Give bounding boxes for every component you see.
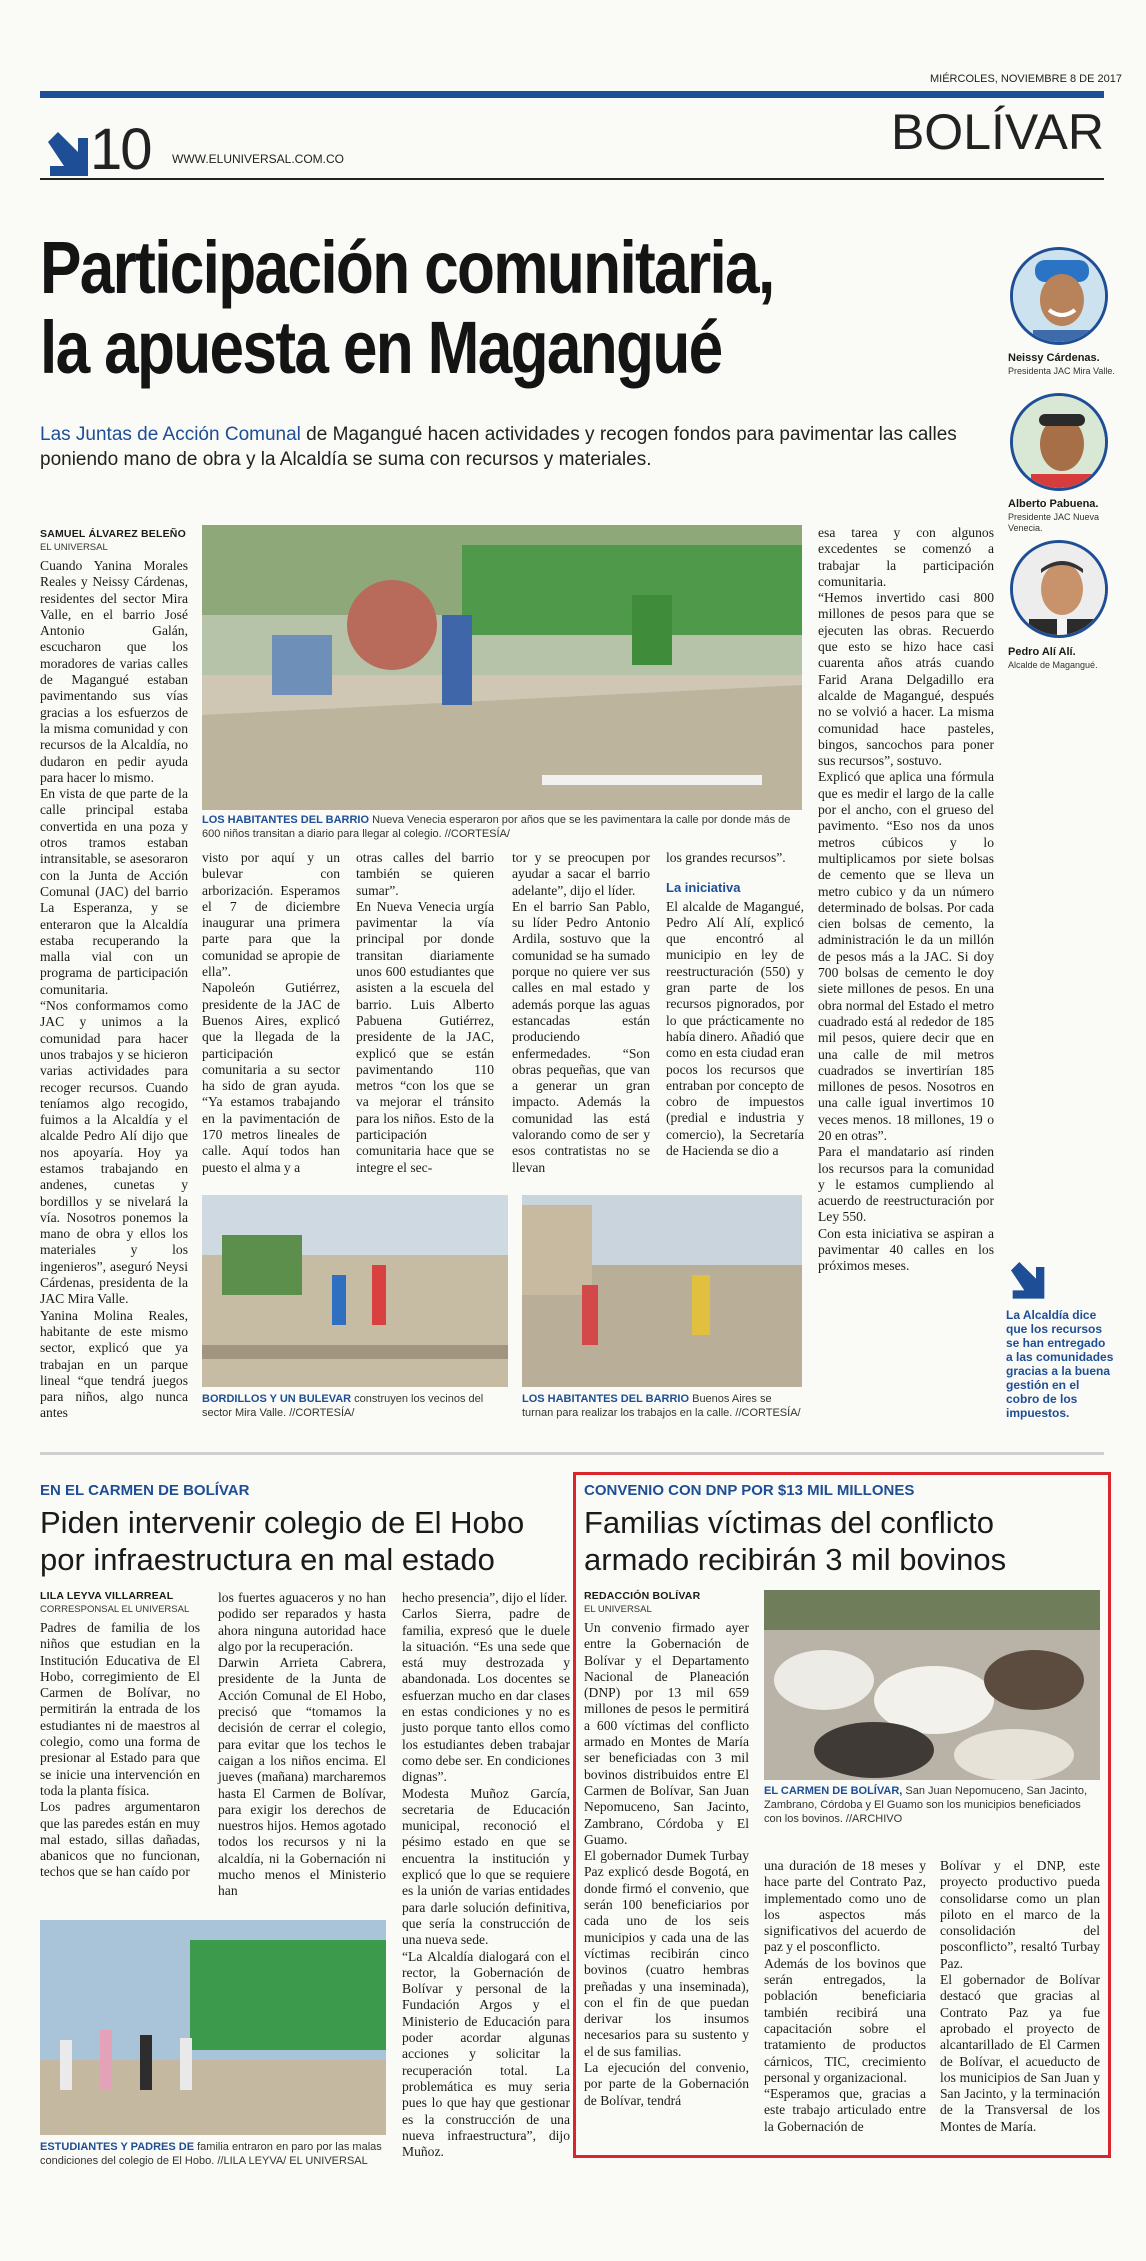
main-deck (40, 422, 1000, 472)
photo-students-parents (40, 1920, 386, 2135)
caption-label: LOS HABITANTES DEL BARRIO (202, 814, 370, 826)
portrait-name: Alberto Pabuena. (1008, 498, 1099, 510)
masthead-rule-top (40, 91, 1104, 98)
main-col-1: Cuando Yanina Morales Reales y Neissy Cárdenas, residentes del sector Mira Valle, en el barrio José Antonio Galán, escucharon que los moradores de varias calles de Magangué estaban pavimentando sus vías gracias a los esfuerzos de la misma comunidad y con recursos de la Alcaldía, no dudaron en pedir ayuda para hacer lo mismo. En vista de que parte de la calle principal estaba convertida en una poza y otros tramos estaban intransitable, se asesoraron con la Junta de Acción Comunal (JAC) del barrio La Esperanza, y se enteraron que la Alcaldía estaba recuperando la malla vial con un programa de participación comunitaria. “Nos conformamos como JAC y unimos a la comunidad para hacer unos trabajos y se hicieron varias actividades para recoger recursos. Cuando teníamos algo recogido, fuimos a la Alcaldía y el alcalde Pedro Alí dijo que nos apoyaría. Hoy ya estamos trabajando en andenes, cunetas y bordillos y se nivelará la vía. Nosotros ponemos la mano de obra y ellos los materiales y los ingenieros”, aseguró Neysi Cárdenas, presidenta de la JAC Mira Valle. Yanina Molina Reales, habitante de este mismo sector, explicó que ya trabajan en un parque lineal “que tendrá juegos para niños, algo nunca antes (40, 558, 188, 1421)
section-title: BOLÍVAR (890, 104, 1104, 160)
arrow-down-right-icon (42, 132, 90, 180)
main-author-org: EL UNIVERSAL (40, 542, 108, 553)
photo-bordillos-bulevar (202, 1195, 508, 1387)
left-col-2: los fuertes aguaceros y no han podido ser reparados y hasta ahora ninguna autoridad hace algo por la recuperación. Darwin Arrieta Cabrera, presidente de la Junta de Acción Comunal de El Hobo, precisó que “tomamos la decisión de cerrar el colegio, para evitar que los techos le caigan a los niños encima. El jueves (mañana) marcharemos hasta El Carmen de Bolívar, para exigir los derechos de nuestros hijos. Hemos agotado todos los recursos y ni la alcaldía, ni la Gobernación ni mucho menos el Ministerio han (218, 1590, 386, 1899)
caption-text: San Juan Nepomuceno, San Jacinto, Zambrano, Córdoba y El Guamo son los municipios beneficiados con los bovinos. //ARCHIVO (764, 1785, 1088, 1825)
main-col-5-intro: los grandes recursos”. (666, 850, 786, 865)
caption-label: BORDILLOS Y UN BULEVAR (202, 1393, 352, 1405)
caption-right-story-photo (764, 1784, 1100, 1826)
left-author: LILA LEYVA VILLARREAL (40, 1590, 174, 1602)
right-col-3: Bolívar y el DNP, este proyecto productivo pueda consolidarse como un plan piloto en el marco de la consolidación del posconflicto”, resaltó Turbay Paz. El gobernador de Bolívar destacó que gracias al Contrato Paz ya fue aprobado el proyecto de alcantarillado de El Carmen de Bolívar, el acueducto de los municipios de San Juan y San Jacinto, y la terminación de la Transversal de los Montes de María. (940, 1858, 1100, 2134)
caption-left-photo (202, 1392, 508, 1420)
portrait-alberto-pabuena (1010, 393, 1108, 491)
portrait-role: Presidente JAC Nueva Venecia. (1008, 512, 1100, 533)
caption-label: LOS HABITANTES DEL BARRIO (522, 1393, 690, 1405)
portrait-role: Presidenta JAC Mira Valle. (1008, 366, 1115, 376)
left-kicker: EN EL CARMEN DE BOLÍVAR (40, 1482, 250, 1499)
portrait-name: Neissy Cárdenas. (1008, 352, 1100, 364)
caption-text: construyen los vecinos del sector Mira Valle. //CORTESÍA/ (202, 1393, 484, 1419)
main-col-5-body: El alcalde de Magangué, Pedro Alí Alí, explicó que encontró al municipio en ley de reestructuración (550) y gran parte de los recursos pignorados, por lo que prácticamente no había dinero. Añadió que como en esta ciudad eran pocos los recursos que entraban por concepto de cobro de impuestos (predial e industria y comercio), la Secretaría de Hacienda se dio a (666, 898, 804, 1159)
caption-main-photo (202, 813, 802, 841)
right-col-2: una duración de 18 meses y hace parte del Contrato Paz, implementado como uno de los aspectos más significativos del acuerdo de paz y el posconflicto. Además de los bovinos que serán entregados, la población beneficiaria también recibirá una capacitación sobre el tratamiento de productos cárnicos, TIC, crecimiento personal y organizacional. “Esperamos que, gracias a este trabajo articulado entre la Gobernación de (764, 1858, 926, 2134)
portrait-pedro-ali (1010, 540, 1108, 638)
main-headline (40, 228, 863, 388)
sidebar-note: La Alcaldía dice que los recursos se han entregado a las comunidades gracias a la buena gestión en el cobro de los impuestos. (1006, 1308, 1114, 1420)
main-col-4: tor y se preocupen por ayudar a sacar el barrio adelante”, dijo el líder. En el barrio San Pablo, su líder Pedro Antonio Ardila, sostuvo que la comunidad se ha sumado porque no quiere ver sus calles en mal estado y además porque las aguas estancadas están produciendo enfermedades. “Son obras pequeñas, que van a generar un gran impacto. Además la comunidad las está valorando como de ser y esos contratistas no se llevan (512, 850, 650, 1175)
left-col-1: Padres de familia de los niños que estudian en la Institución Educativa de El Hobo, corregimiento de El Carmen de Bolívar, no permitirán la entrada de los estudiantes ni de maestros al colegio, como una forma de presionar al Estado para que se inicie una intervención en toda la planta física. Los padres argumentaron que las paredes están en muy mal estado, sillas dañadas, abanicos que no funcionan, techos que se han caído por (40, 1620, 200, 1880)
caption-left-story-photo (40, 2140, 386, 2168)
right-author-org: EL UNIVERSAL (584, 1604, 652, 1615)
right-kicker: CONVENIO CON DNP POR $13 MIL MILLONES (584, 1482, 915, 1499)
website-url[interactable]: WWW.ELUNIVERSAL.COM.CO (172, 152, 345, 166)
main-col-5 (666, 850, 804, 1159)
arrow-down-right-icon (1006, 1262, 1046, 1302)
photo-cattle-herd (764, 1590, 1100, 1780)
portrait-neissy-cardenas (1010, 247, 1108, 345)
portrait-name: Pedro Alí Alí. (1008, 646, 1076, 658)
right-headline-line1: Familias víctimas del conflicto (584, 1505, 995, 1540)
left-author-org: CORRESPONSAL EL UNIVERSAL (40, 1604, 190, 1615)
caption-label: ESTUDIANTES Y PADRES DE (40, 2141, 195, 2153)
left-headline-line2: por infraestructura en mal estado (40, 1542, 495, 1577)
right-headline (584, 1504, 1006, 1578)
portrait-role: Alcalde de Magangué. (1008, 660, 1098, 670)
caption-label: EL CARMEN DE BOLÍVAR, (764, 1785, 903, 1797)
deck-highlight: Las Juntas de Acción Comunal (40, 424, 301, 445)
right-headline-line2: armado recibirán 3 mil bovinos (584, 1542, 1007, 1577)
section-divider (40, 1452, 1104, 1455)
caption-text: familia entraron en paro por las malas condiciones del colegio de El Hobo. //LILA LEYVA/ EL UNIVERSAL (40, 2141, 382, 2167)
right-author: REDACCIÓN BOLÍVAR (584, 1590, 701, 1602)
left-headline (40, 1504, 524, 1578)
left-col-3: hecho presencia”, dijo el líder. Carlos Sierra, padre de familia, expresó que le duele la situación. “Es una sede que está muy destrozada y abandonada. Los docentes se esfuerzan mucho en dar clases en estas condiciones y no es justo porque tanto ellos como los estudiantes deben trabajar como debe ser. En condiciones dignas”. Modesta Muñoz García, secretaria de Educación municipal, reconoció el pésimo estado en que se encuentra la institución y explicó que lo que se requiere es la unión de varias entidades para darle solución definitiva, que sería la construcción de una nueva sede. “La Alcaldía dialogará con el rector, la Gobernación de Bolívar y personal de la Fundación Argos y el Ministerio de Educación para poder acordar algunas acciones y solicitar la recuperación total. La problemática es muy seria pues lo que hay que gestionar es la construcción de una nueva infraestructura”, dijo Muñoz. (402, 1590, 570, 2160)
deck-text: de Magangué hacen actividades y recogen fondos para pavimentar las calles poniendo mano de obra y la Alcaldía se suma con recursos y materiales. (40, 424, 957, 470)
edition-date: MIÉRCOLES, NOVIEMBRE 8 DE 2017 (930, 73, 1122, 85)
main-col-2: visto por aquí y un bulevar con arborización. Esperamos el 7 de diciembre inaugurar una primera parte para que la comunidad se apropie de ella”. Napoleón Gutiérrez, presidente de la JAC de Buenos Aires, explicó que la llegada de la participación comunitaria a su sector ha sido de gran ayuda. “Ya estamos trabajando en la pavimentación de 170 metros lineales de calle. Aquí todos han puesto el alma y a (202, 850, 340, 1175)
main-col-6: esa tarea y con algunos excedentes se comenzó a trabajar la participación comunitaria. “Hemos invertido casi 800 millones de pesos para que se ejecuten las obras. Recuerdo que esto se hizo hace casi cuarenta años atrás cuando Farid Arana Delgadillo era alcalde de Magangué, después no se volvió a hacer. La misma comunidad hace pasteles, bingos, sancochos para poner sus recursos”, sostuvo. Explicó que aplica una fórmula que es medir el largo de la calle por el ancho, con el grueso del pavimento. “Eso nos da unos metros cúbicos y lo multiplicamos por siete bolsas de cemento que se lleva un metro cubico y da un número determinado de bolsas. Por cada cien bolsas de cemento, la administración le da un millón de pesos más a la JAC. Si doy 700 bolsas de cemento le doy siete millones de pesos. En una obra normal del Estado el metro cuadrado está al rededor de 185 mil pesos, quiere decir que en una calle de mil metros cuadrados se invertirían 185 millones de pesos. Nosotros en una calle igual invertimos 10 veces menos. 18 millones, 19 o 20 en otras”. Para el mandatario así rinden los recursos para la comunidad y le estamos cumpliendo al acuerdo de reestructuración por Ley 550. Con esta iniciativa se aspiran a pavimentar 40 calles en los próximos meses. (818, 525, 994, 1274)
main-col-3: otras calles del barrio también se quieren sumar”. En Nueva Venecia urgía pavimentar la vía principal por donde transitan diariamente unos 600 estudiantes que asisten a la escuela del barrio. Luis Alberto Pabuena Gutiérrez, presidente de la JAC, explicó que se están pavimentando 110 metros “con los que se va mejorar el tránsito para los niños. Esto de la participación comunitaria hace que se integre el sec- (356, 850, 494, 1175)
caption-text: Nueva Venecia esperaron por años que se les pavimentara la calle por donde más de 600 niños transitan a diario para llegar al colegio. //CORTESÍA/ (202, 814, 791, 840)
caption-text: Buenos Aires se turnan para realizar los trabajos en la calle. //CORTESÍA/ (522, 1393, 801, 1419)
photo-buenos-aires-workers (522, 1195, 802, 1387)
page-number: 10 (90, 117, 151, 182)
main-headline-line1: Participación comunitaria, (40, 226, 774, 309)
subhead-la-iniciativa: La iniciativa (666, 880, 741, 896)
masthead-rule-bottom (40, 178, 1104, 180)
right-col-1: Un convenio firmado ayer entre la Gobernación de Bolívar y el Departamento Nacional de Planeación (DNP) por 13 mil 659 millones de pesos le permitirá a 600 víctimas del conflicto armado en Montes de María ser beneficiadas con 3 mil bovinos distribuidos entre El Carmen de Bolívar, San Juan Nepomuceno, San Jacinto, Zambrano, Córdoba y El Guamo. El gobernador Dumek Turbay Paz explicó desde Bogotá, en donde firmó el convenio, que serán 100 beneficiarios por cada uno de los seis municipios y cada una de las víctimas recibirán cinco bovinos (cuatro hembras preñadas y una inseminada), con el fin de que puedan derivar los insumos necesarios para su sustento y el de sus familias. La ejecución del convenio, por parte de la Gobernación de Bolívar, tendrá (584, 1620, 749, 2108)
caption-right-photo (522, 1392, 802, 1420)
left-headline-line1: Piden intervenir colegio de El Hobo (40, 1505, 525, 1540)
main-author: SAMUEL ÁLVAREZ BELEÑO (40, 528, 186, 540)
photo-construction-nueva-venecia (202, 525, 802, 810)
main-headline-line2: la apuesta en Magangué (40, 306, 722, 389)
